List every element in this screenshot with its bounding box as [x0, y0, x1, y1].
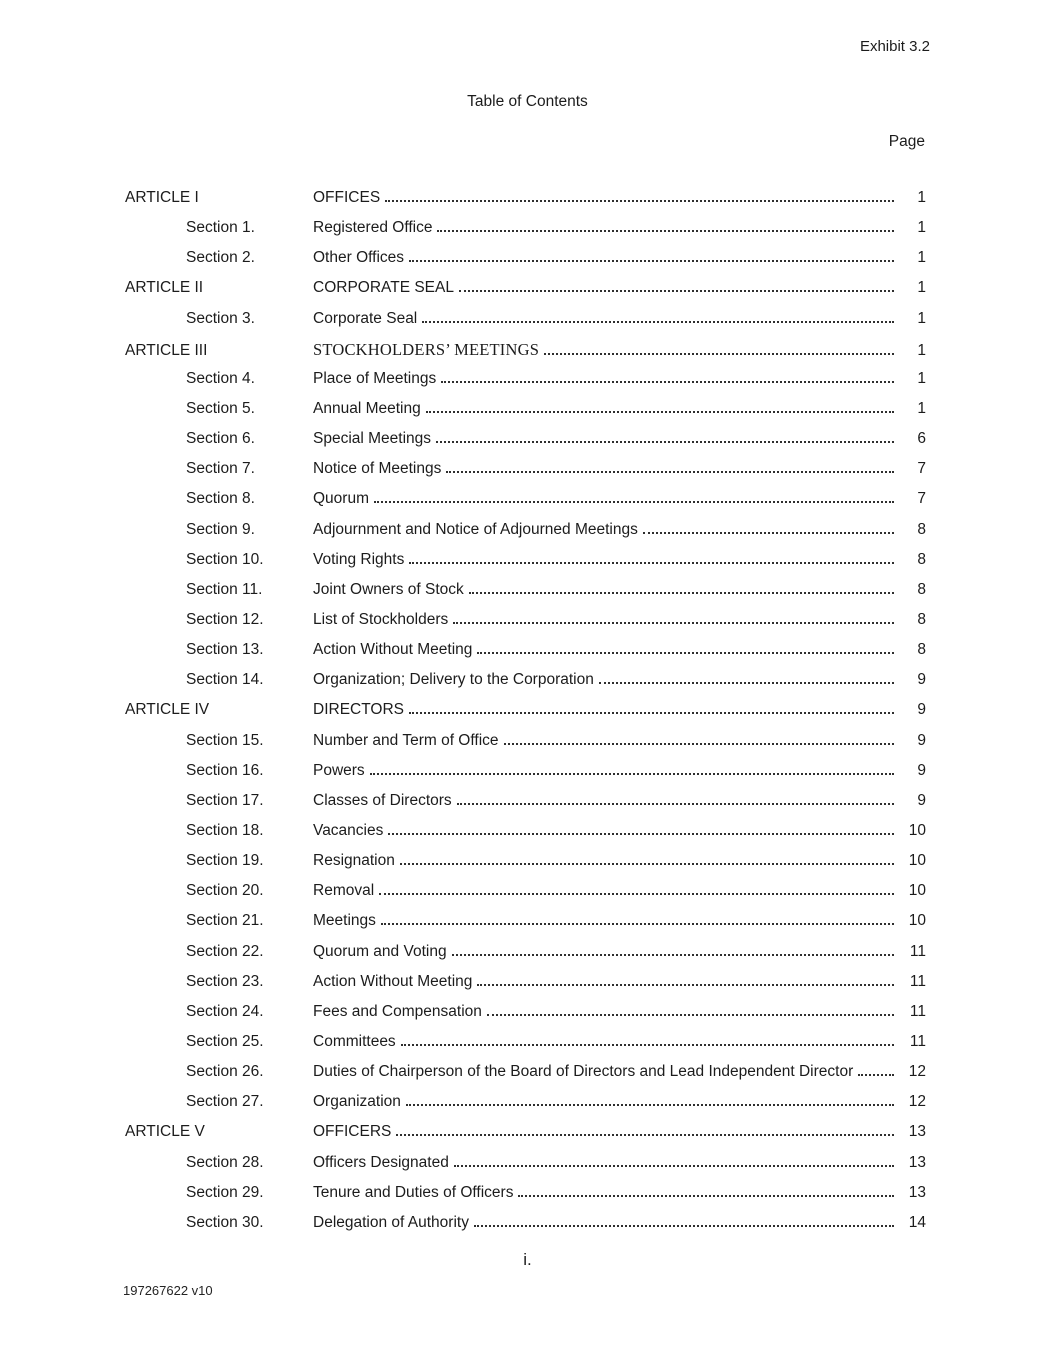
toc-entry-page-number: 7 [917, 490, 926, 508]
toc-entry-page-number: 8 [917, 550, 926, 568]
toc-entry-title: Classes of Directors [313, 791, 452, 809]
toc-entry [125, 1214, 926, 1244]
toc-entry-title: Fees and Compensation [313, 1002, 482, 1020]
dot-leader [379, 891, 894, 895]
dot-leader [400, 861, 894, 865]
toc-entry-page-number: 9 [917, 791, 926, 809]
toc-entry-title: Committees [313, 1032, 396, 1050]
toc-entry-page-number: 9 [917, 671, 926, 689]
toc-entry-label: ARTICLE I [125, 189, 199, 206]
dot-leader [477, 650, 894, 654]
toc-entry-title: OFFICES [313, 189, 381, 206]
dot-leader [388, 831, 894, 835]
toc-entry-page-number: 10 [908, 821, 926, 839]
toc-entry-label: Section 14. [186, 671, 264, 689]
toc-entry-page-number: 1 [917, 219, 926, 237]
toc-entry-page-number: 10 [908, 912, 926, 930]
toc-entry-label: Section 19. [186, 852, 264, 870]
toc-entry-page-number: 8 [917, 641, 926, 659]
toc-entry-page-number: 1 [917, 399, 926, 417]
toc-entry [125, 912, 926, 942]
toc-entry-label: Section 25. [186, 1032, 264, 1050]
toc-entry-page-number: 14 [908, 1213, 926, 1231]
toc-entry-label: Section 13. [186, 641, 264, 659]
toc-entry [125, 641, 926, 671]
toc-entry-page-number: 10 [908, 882, 926, 900]
toc-entry [125, 1093, 926, 1123]
toc-entry-title: Registered Office [313, 219, 433, 237]
dot-leader [426, 409, 894, 413]
toc-entry-page-number: 1 [917, 341, 926, 359]
dot-leader [396, 1132, 894, 1136]
table-of-contents [125, 189, 926, 1244]
toc-entry-title: Annual Meeting [313, 399, 421, 417]
toc-entry-page-number: 1 [917, 249, 926, 267]
toc-entry-page-number: 1 [917, 279, 926, 297]
toc-entry-label: Section 9. [186, 520, 255, 538]
toc-entry [125, 1003, 926, 1033]
toc-entry [125, 521, 926, 551]
dot-leader [409, 710, 894, 714]
dot-leader [858, 1072, 894, 1076]
dot-leader [437, 228, 894, 232]
toc-entry [125, 822, 926, 852]
dot-leader [454, 1163, 894, 1167]
toc-entry-label: Section 30. [186, 1213, 264, 1231]
toc-entry [125, 1123, 926, 1153]
toc-entry-title: Action Without Meeting [313, 972, 473, 990]
toc-entry-page-number: 8 [917, 580, 926, 598]
toc-entry-title: Organization; Delivery to the Corporation [313, 671, 594, 689]
toc-entry-label: Section 24. [186, 1002, 264, 1020]
toc-entry-page-number: 13 [908, 1183, 926, 1201]
toc-entry-title: Action Without Meeting [313, 641, 473, 659]
toc-entry-page-number: 8 [917, 520, 926, 538]
toc-entry [125, 400, 926, 430]
toc-entry-label: Section 28. [186, 1153, 264, 1171]
toc-entry-title: Other Offices [313, 249, 405, 267]
toc-entry-page-number: 9 [917, 761, 926, 779]
dot-leader [409, 560, 894, 564]
dot-leader [441, 379, 894, 383]
toc-entry [125, 310, 926, 340]
toc-entry-label: Section 29. [186, 1183, 264, 1201]
toc-entry-title: Voting Rights [313, 550, 405, 568]
toc-entry-label: Section 17. [186, 791, 264, 809]
toc-entry [125, 1063, 926, 1093]
toc-entry [125, 973, 926, 1003]
toc-entry [125, 460, 926, 490]
toc-entry-title: Tenure and Duties of Officers [313, 1183, 514, 1201]
toc-entry-label: Section 4. [186, 369, 255, 387]
toc-entry [125, 249, 926, 279]
document-id: 197267622 v10 [123, 1283, 213, 1298]
toc-entry-page-number: 1 [917, 189, 926, 206]
dot-leader [422, 319, 894, 323]
toc-entry-label: Section 26. [186, 1063, 264, 1081]
toc-entry-title: Joint Owners of Stock [313, 580, 464, 598]
footer-page-number: i. [523, 1250, 532, 1269]
dot-leader [469, 590, 894, 594]
toc-entry-page-number: 7 [917, 460, 926, 478]
page-title: Table of Contents [467, 93, 588, 110]
toc-entry-page-number: 1 [917, 309, 926, 327]
dot-leader [436, 439, 894, 443]
toc-entry-label: Section 1. [186, 219, 255, 237]
toc-entry-page-number: 11 [909, 972, 926, 990]
toc-entry-label: ARTICLE V [125, 1123, 205, 1141]
toc-entry [125, 340, 926, 370]
toc-entry-label: Section 23. [186, 972, 264, 990]
toc-entry [125, 671, 926, 701]
dot-leader [544, 351, 894, 355]
toc-entry-page-number: 10 [908, 852, 926, 870]
toc-entry-label: ARTICLE II [125, 279, 204, 297]
dot-leader [406, 1102, 894, 1106]
toc-entry [125, 189, 926, 219]
toc-entry [125, 219, 926, 249]
toc-entry-label: Section 7. [186, 460, 255, 478]
toc-entry [125, 430, 926, 460]
toc-entry [125, 1154, 926, 1184]
toc-entry [125, 490, 926, 520]
toc-entry-title: Organization [313, 1093, 401, 1111]
toc-entry-title: Powers [313, 761, 365, 779]
toc-entry-label: Section 10. [186, 550, 264, 568]
dot-leader [518, 1193, 894, 1197]
toc-entry-page-number: 11 [909, 942, 926, 960]
toc-entry-label: Section 20. [186, 882, 264, 900]
toc-entry-title: Number and Term of Office [313, 731, 499, 749]
toc-entry-title: List of Stockholders [313, 610, 449, 628]
dot-leader [409, 258, 894, 262]
toc-entry-label: Section 21. [186, 912, 264, 930]
toc-entry [125, 279, 926, 309]
dot-leader [453, 620, 894, 624]
toc-entry-title: Delegation of Authority [313, 1213, 469, 1231]
dot-leader [599, 680, 894, 684]
toc-entry [125, 1184, 926, 1214]
toc-entry [125, 611, 926, 641]
dot-leader [374, 499, 894, 503]
dot-leader [477, 982, 894, 986]
dot-leader [452, 952, 894, 956]
toc-entry-page-number: 13 [908, 1153, 926, 1171]
dot-leader [643, 530, 894, 534]
toc-entry-label: Section 18. [186, 821, 264, 839]
page-column-header: Page [888, 133, 925, 150]
toc-entry-page-number: 11 [909, 1032, 926, 1050]
toc-entry-title: Resignation [313, 852, 395, 870]
toc-entry [125, 882, 926, 912]
toc-entry [125, 852, 926, 882]
toc-entry-label: ARTICLE IV [125, 701, 210, 719]
toc-entry [125, 943, 926, 973]
exhibit-label: Exhibit 3.2 [859, 38, 930, 55]
toc-entry-page-number: 12 [908, 1093, 926, 1111]
toc-entry-label: Section 15. [186, 731, 264, 749]
toc-entry-title: Adjournment and Notice of Adjourned Meetings [313, 520, 638, 538]
toc-entry-title: CORPORATE SEAL [313, 279, 454, 297]
dot-leader [459, 288, 894, 292]
toc-entry [125, 551, 926, 581]
toc-entry-label: Section 12. [186, 610, 264, 628]
toc-entry [125, 701, 926, 731]
toc-entry-label: Section 27. [186, 1093, 264, 1111]
toc-entry [125, 792, 926, 822]
toc-entry-title: Officers Designated [313, 1153, 449, 1171]
toc-entry-label: Section 2. [186, 249, 255, 267]
toc-entry [125, 1033, 926, 1063]
toc-entry-label: Section 6. [186, 430, 255, 448]
toc-entry-label: Section 11. [186, 580, 263, 598]
toc-entry [125, 370, 926, 400]
toc-entry-title: STOCKHOLDERS’ MEETINGS [313, 339, 540, 359]
dot-leader [504, 741, 894, 745]
toc-entry-label: Section 3. [186, 309, 255, 327]
toc-entry [125, 732, 926, 762]
toc-entry-page-number: 9 [917, 701, 926, 719]
toc-entry [125, 581, 926, 611]
dot-leader [474, 1223, 894, 1227]
toc-entry-title: Vacancies [313, 821, 384, 839]
dot-leader [487, 1012, 894, 1016]
toc-entry-title: DIRECTORS [313, 701, 405, 719]
toc-entry-page-number: 13 [908, 1123, 926, 1141]
toc-entry-title: Duties of Chairperson of the Board of Directors and Lead Independent Director [313, 1063, 854, 1081]
toc-entry-label: Section 5. [186, 399, 255, 417]
dot-leader [381, 921, 894, 925]
toc-entry-page-number: 11 [909, 1002, 926, 1020]
toc-entry-title: Meetings [313, 912, 376, 930]
toc-entry-title: OFFICERS [313, 1123, 392, 1141]
toc-entry-label: Section 22. [186, 942, 264, 960]
toc-entry-page-number: 9 [917, 731, 926, 749]
toc-entry-title: Corporate Seal [313, 309, 418, 327]
toc-entry-page-number: 6 [917, 430, 926, 448]
toc-entry-label: Section 16. [186, 761, 264, 779]
dot-leader [385, 198, 894, 202]
dot-leader [457, 801, 894, 805]
dot-leader [401, 1042, 894, 1046]
toc-entry [125, 762, 926, 792]
toc-entry-page-number: 12 [908, 1063, 926, 1081]
toc-entry-label: ARTICLE III [125, 341, 208, 359]
dot-leader [446, 469, 894, 473]
toc-entry-label: Section 8. [186, 490, 255, 508]
toc-entry-title: Place of Meetings [313, 369, 437, 387]
toc-entry-page-number: 1 [917, 369, 926, 387]
toc-entry-title: Removal [313, 882, 375, 900]
toc-entry-title: Quorum and Voting [313, 942, 447, 960]
toc-entry-page-number: 8 [917, 610, 926, 628]
toc-entry-title: Quorum [313, 490, 369, 508]
dot-leader [370, 771, 894, 775]
toc-entry-title: Special Meetings [313, 430, 432, 448]
toc-entry-title: Notice of Meetings [313, 460, 442, 478]
